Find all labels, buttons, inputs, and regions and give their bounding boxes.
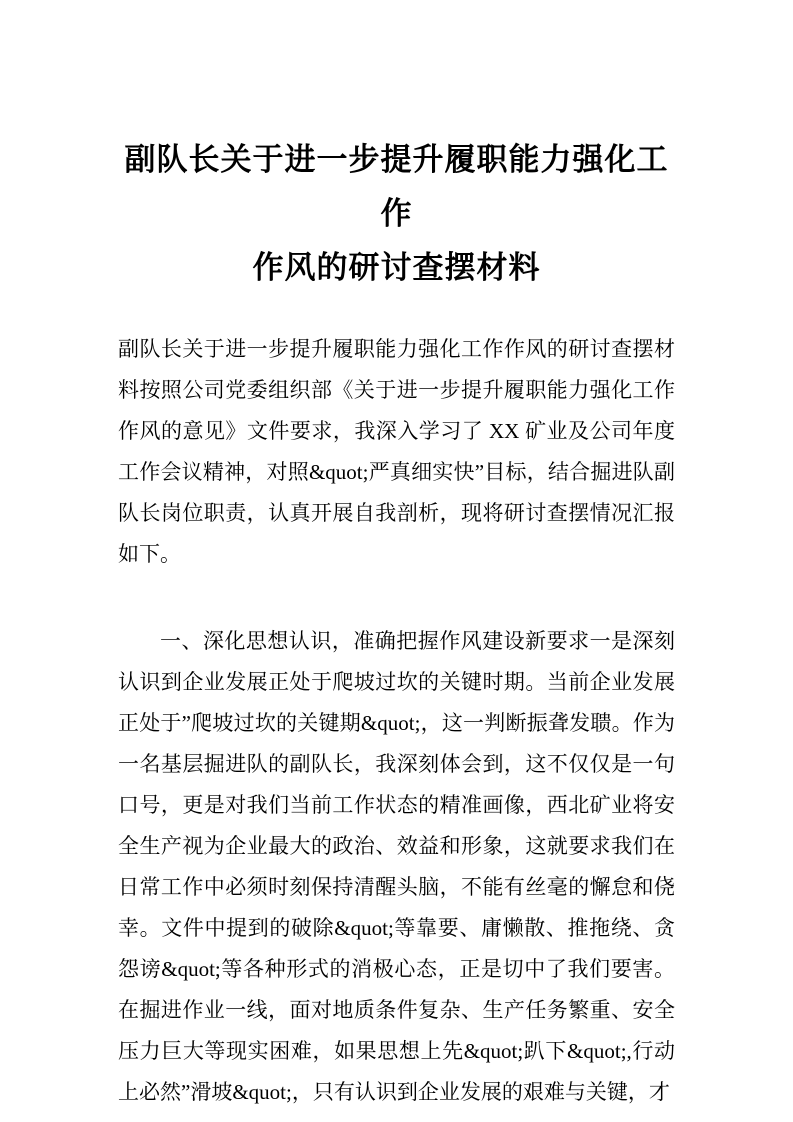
document-title-line-1: 副队长关于进一步提升履职能力强化工作 bbox=[124, 141, 669, 231]
document-body bbox=[118, 329, 675, 1113]
document-title-line-2: 作风的研讨查摆材料 bbox=[252, 249, 541, 285]
document-title bbox=[118, 133, 675, 295]
body-paragraph-section-1: 一、深化思想认识，准确把握作风建设新要求一是深刻认识到企业发展正处于爬坡过坎的关键时期。当前企业发展正处于”爬坡过坎的关键期&quot;，这一判断振聋发聩。作为一名基层掘进队的副队长，我深刻体会到，这不仅仅是一句口号，更是对我们当前工作状态的精准画像，西北矿业将安全生产视为企业最大的政治、效益和形象，这就要求我们在日常工作中必须时刻保持清醒头脑，不能有丝毫的懈怠和侥幸。文件中提到的破除&quot;等靠要、庸懒散、推拖绕、贪怨谤&quot;等各种形式的消极心态，正是切中了我们要害。在掘进作业一线，面对地质条件复杂、生产任务繁重、安全压力巨大等现实困难，如果思想上先&quot;趴下&quot;,行动上必然”滑坡&quot;，只有认识到企业发展的艰难与关键，才 bbox=[118, 628, 675, 1104]
body-paragraph-intro: 副队长关于进一步提升履职能力强化工作作风的研讨查摆材料按照公司党委组织部《关于进一步提升履职能力强化工作作风的意见》文件要求，我深入学习了 XX 矿业及公司年度工作会议精神，对照&quot;严真细实快”目标，结合掘进队副队长岗位职责，认真开展自我剖析，现将研讨查摆情况汇报如下。 bbox=[118, 336, 675, 566]
